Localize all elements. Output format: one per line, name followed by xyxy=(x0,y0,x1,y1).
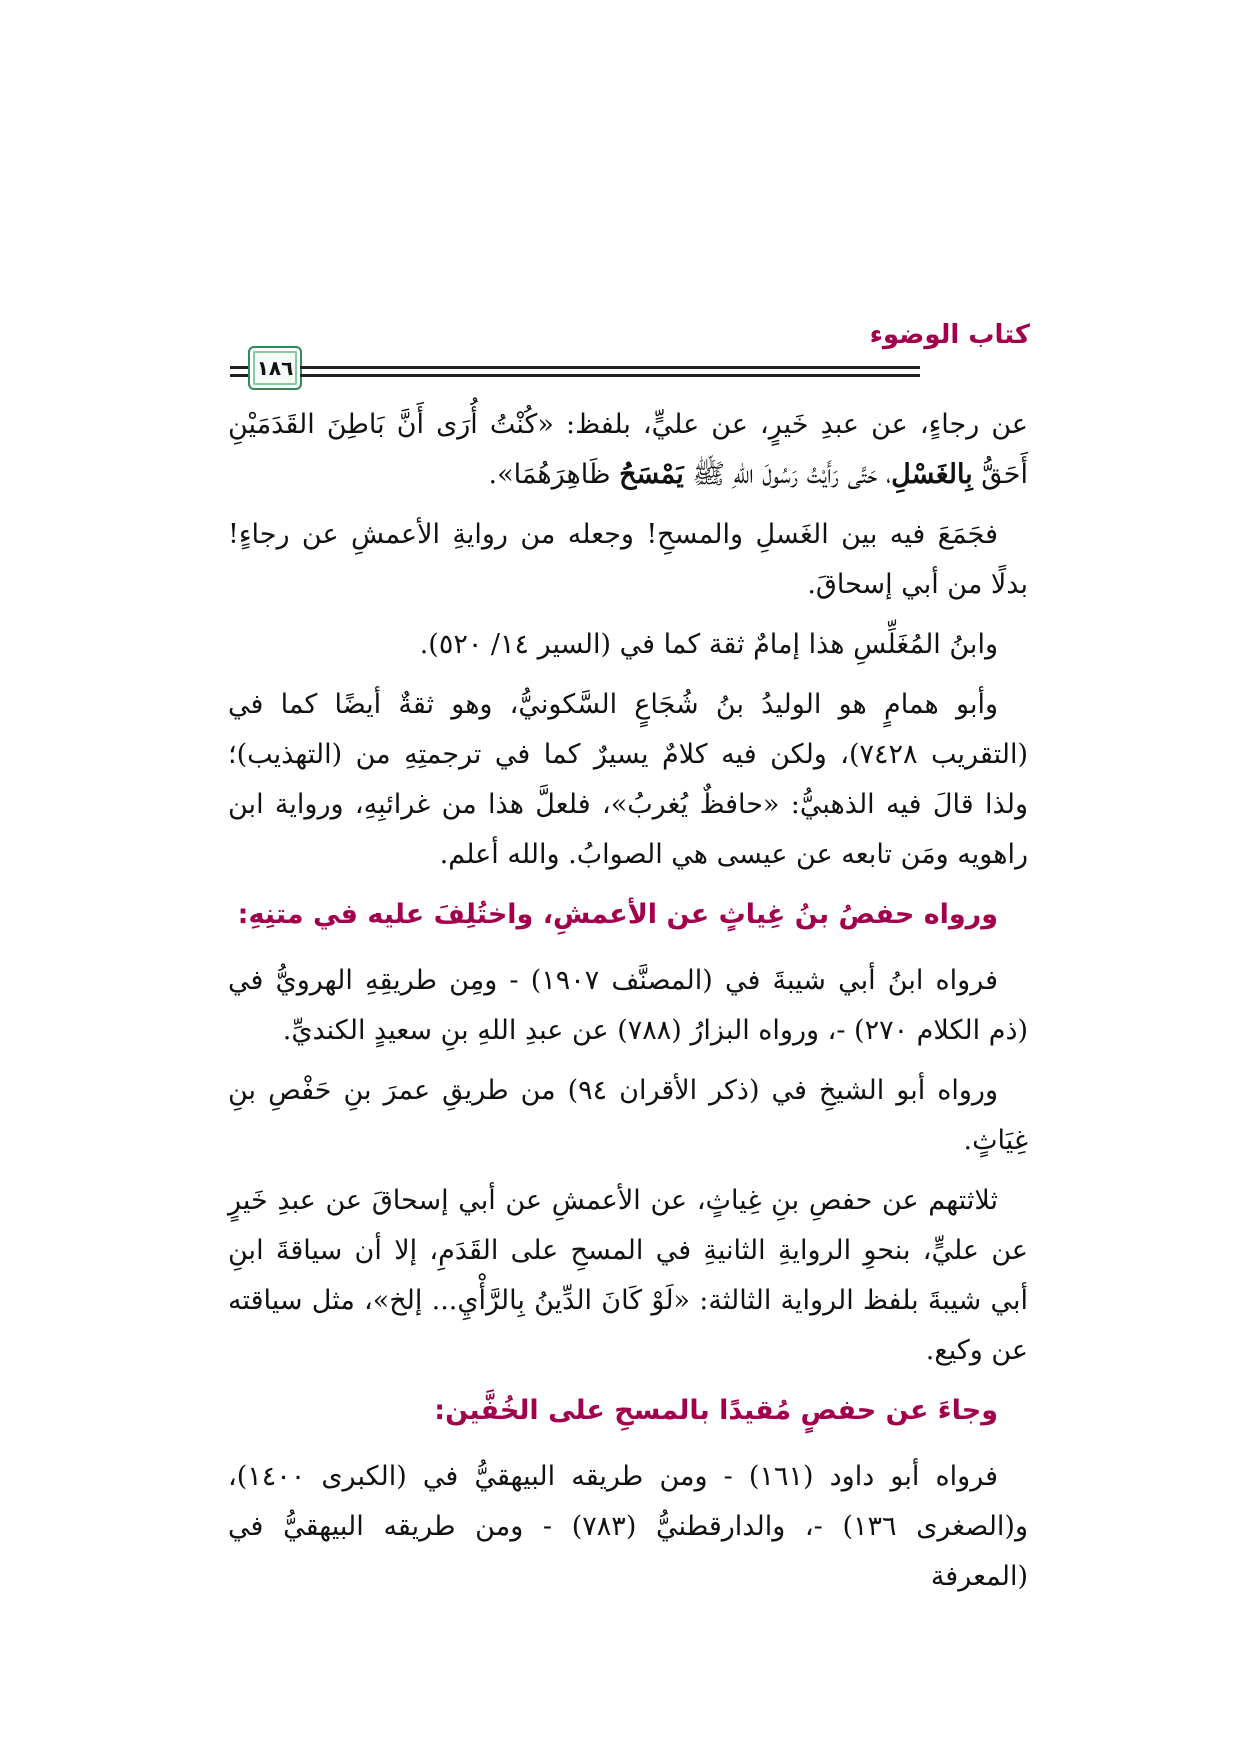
header-rule-left-1 xyxy=(230,366,248,369)
book-title: كتاب الوضوء xyxy=(869,320,1030,350)
paragraph-hadith-quote xyxy=(228,400,1028,500)
header-rule-left-2 xyxy=(230,374,248,377)
bold-word-ghasl: بِالغَسْلِ xyxy=(891,459,973,490)
page-header xyxy=(230,318,1030,390)
text-run: ظَاهِرَهُمَا». xyxy=(488,459,620,490)
section-heading: ورواه حفصُ بنُ غِياثٍ عن الأعمشِ، واختُلِفَ عليه في متنِهِ: xyxy=(237,899,998,930)
paragraph: فرواه ابنُ أبي شيبةَ في (المصنَّف ١٩٠٧) - ومِن طريقِهِ الهرويُّ في (ذم الكلام ٢٧٠) -، ورواه البزارُ (٧٨٨) عن عبدِ اللهِ بنِ سعيدٍ الكنديِّ. xyxy=(228,965,1028,1046)
paragraph: وابنُ المُغَلِّسِ هذا إمامٌ ثقة كما في (السير ١٤/ ٥٢٠). xyxy=(419,629,998,660)
text-run: عن رجاءٍ، عن عبدِ خَيرٍ، عن عليٍّ، بلفظ: «كُنْتُ أُرَى أَنَّ بَاطِنَ القَدَمَيْنِ أَحَقُّ xyxy=(228,409,1028,490)
paragraph: ورواه أبو الشيخِ في (ذكر الأقران ٩٤) من طريقِ عمرَ بنِ حَفْصِ بنِ غِيَاثٍ. xyxy=(228,1075,1028,1156)
bold-word-yamsah: يَمْسَحُ xyxy=(619,459,684,490)
paragraph: وأبو همامٍ هو الوليدُ بنُ شُجَاعٍ السَّكونيُّ، وهو ثقةٌ أيضًا كما في (التقريب ٧٤٢٨)، ولكن فيه كلامٌ يسيرٌ كما في ترجمتِهِ من (التهذيب)؛ ولذا قالَ فيه الذهبيُّ: «حافظٌ يُغربُ»، فلعلَّ هذا من غرائبِهِ، ورواية ابن راهويه ومَن تابعه عن عيسى هي الصوابُ. والله أعلم. xyxy=(228,689,1028,870)
page-body xyxy=(228,400,1028,1612)
text-run: ، حَتَّى رَأَيْتُ رَسُولَ اللهِ ﷺ xyxy=(683,459,892,490)
page-number-frame xyxy=(248,346,302,390)
page-number: ١٨٦ xyxy=(256,356,294,380)
section-heading: وجاءَ عن حفصٍ مُقيدًا بالمسحِ على الخُفَّين: xyxy=(434,1395,998,1426)
paragraph: فجَمَعَ فيه بين الغَسلِ والمسحِ! وجعله من روايةِ الأعمشِ عن رجاءٍ! بدلًا من أبي إسحاقَ. xyxy=(228,519,1028,600)
paragraph: فرواه أبو داود (١٦١) - ومن طريقه البيهقيُّ في (الكبرى ١٤٠٠)، و(الصغرى ١٣٦) -، والدارقطنيُّ (٧٨٣) - ومن طريقه البيهقيُّ في (المعرفة xyxy=(228,1461,1029,1592)
paragraph: ثلاثتهم عن حفصِ بنِ غِياثٍ، عن الأعمشِ عن أبي إسحاقَ عن عبدِ خَيرٍ عن عليٍّ، بنحوِ الروايةِ الثانيةِ في المسحِ على القَدَمِ، إلا أن سياقةَ ابنِ أبي شيبةَ بلفظ الرواية الثالثة: «لَوْ كَانَ الدِّينُ بِالرَّأْيِ... إلخ»، مثل سياقته عن وكيع. xyxy=(228,1185,1028,1366)
header-rule-1 xyxy=(300,366,920,369)
header-rule-2 xyxy=(300,374,920,377)
